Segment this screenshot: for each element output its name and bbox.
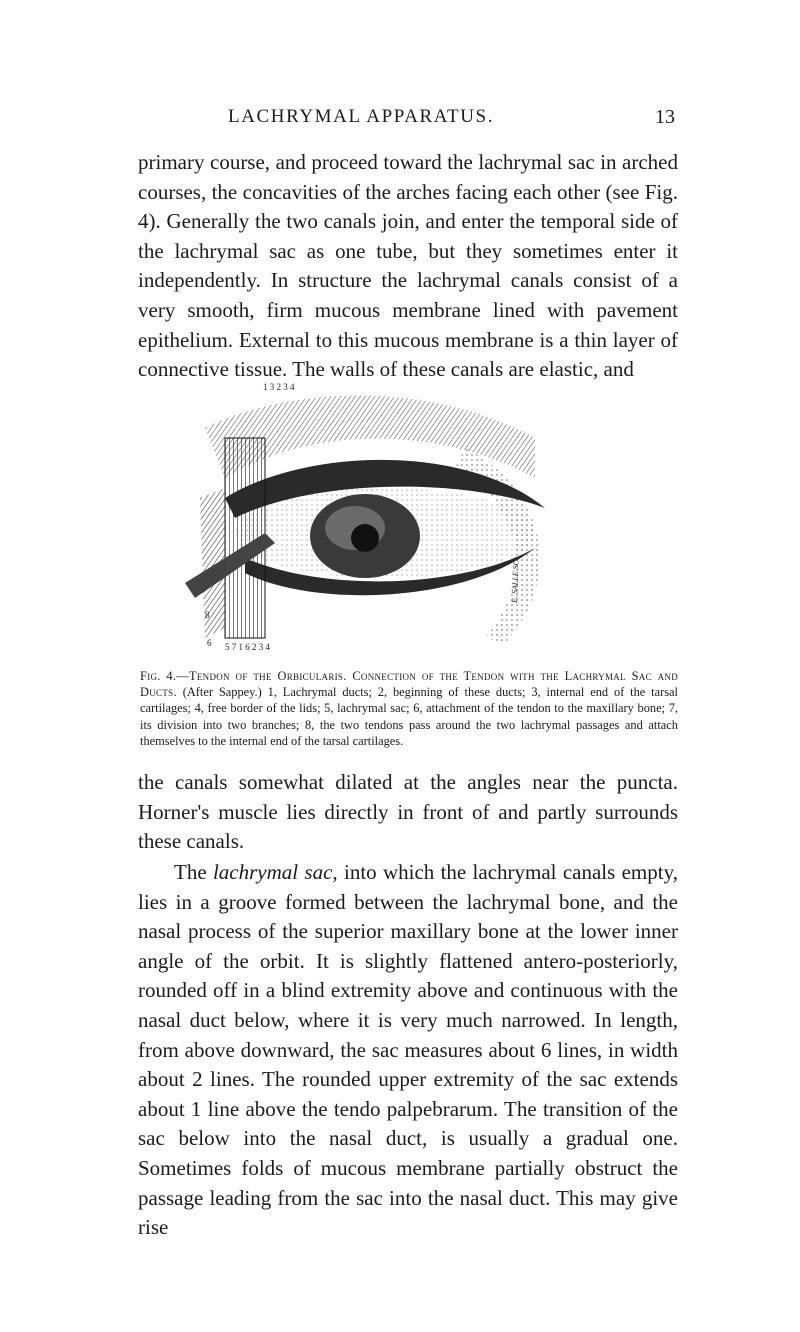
page-header (130, 106, 675, 136)
running-title: LACHRYMAL APPARATUS. (228, 106, 495, 127)
figure-label-8: 8 (205, 610, 210, 620)
figure-caption (140, 668, 678, 749)
figure-caption-title: Fig. 4.—Tendon of the Orbicularis. Connection of the Tendon with the Lachrymal Sac and Ducts. (140, 669, 678, 700)
paragraph-1: primary course, and proceed toward the lachrymal sac in arched courses, the concavities of the arches facing each other (see Fig. 4). Generally the two canals join, and enter the temporal side of the lachrymal sac as one tube, but they sometimes enter it independently. In structure the lachrymal canals consist of a very smooth, firm mucous membrane lined with pavement epithelium. External to this mucous membrane is a thin layer of connective tissue. The walls of these canals are elastic, and (138, 150, 678, 382)
figure-bottom-labels: 5 7 1 6 2 3 4 (225, 642, 270, 652)
paragraph-2: the canals somewhat dilated at the angles near the puncta. Horner's muscle lies directly in front of and partly surrounds these canals. (138, 770, 678, 854)
figure-label-6: 6 (207, 638, 212, 648)
page-number: 13 (655, 106, 675, 128)
nasal-duct (200, 488, 225, 638)
paragraph-3-intro: The (174, 860, 213, 884)
term-lachrymal-sac: lachrymal sac, (212, 860, 338, 884)
paragraph-3 (138, 858, 678, 1243)
figure-caption-text: (After Sappey.) 1, Lachrymal ducts; 2, beginning of these ducts; 3, internal end of the tarsal cartilages; 4, free border of the lids; 5, lachrymal sac; 6, attachment of the tendon to the maxillary bone; 7, its division into two branches; 8, the two tendons pass around the two lachrymal passages and attach themselves to the internal end of the tarsal cartilages. (140, 685, 678, 748)
eye-illustration (165, 368, 585, 654)
figure-top-labels: 1 3 2 3 4 (263, 382, 295, 392)
paragraph-3-text: into which the lachrymal canals empty, lies in a groove formed between the lachrymal bone, and the nasal process of the superior maxillary bone at the lower inner angle of the orbit. It is slightly flattened antero-posteriorly, rounded off in a blind extremity above and continuous with the nasal duct below, where it is very much narrowed. In length, from above downward, the sac measures about 6 lines, in width about 2 lines. The rounded upper extremity of the sac extends about 1 line above the tendo palpebrarum. The transition of the sac below into the nasal duct, is usually a gradual one. Sometimes folds of mucous membrane partially obstruct the passage leading from the sac into the nasal duct. This may give rise (138, 860, 678, 1240)
pupil (351, 524, 379, 552)
engraver-signature: E. SALLE SC. (510, 557, 521, 604)
